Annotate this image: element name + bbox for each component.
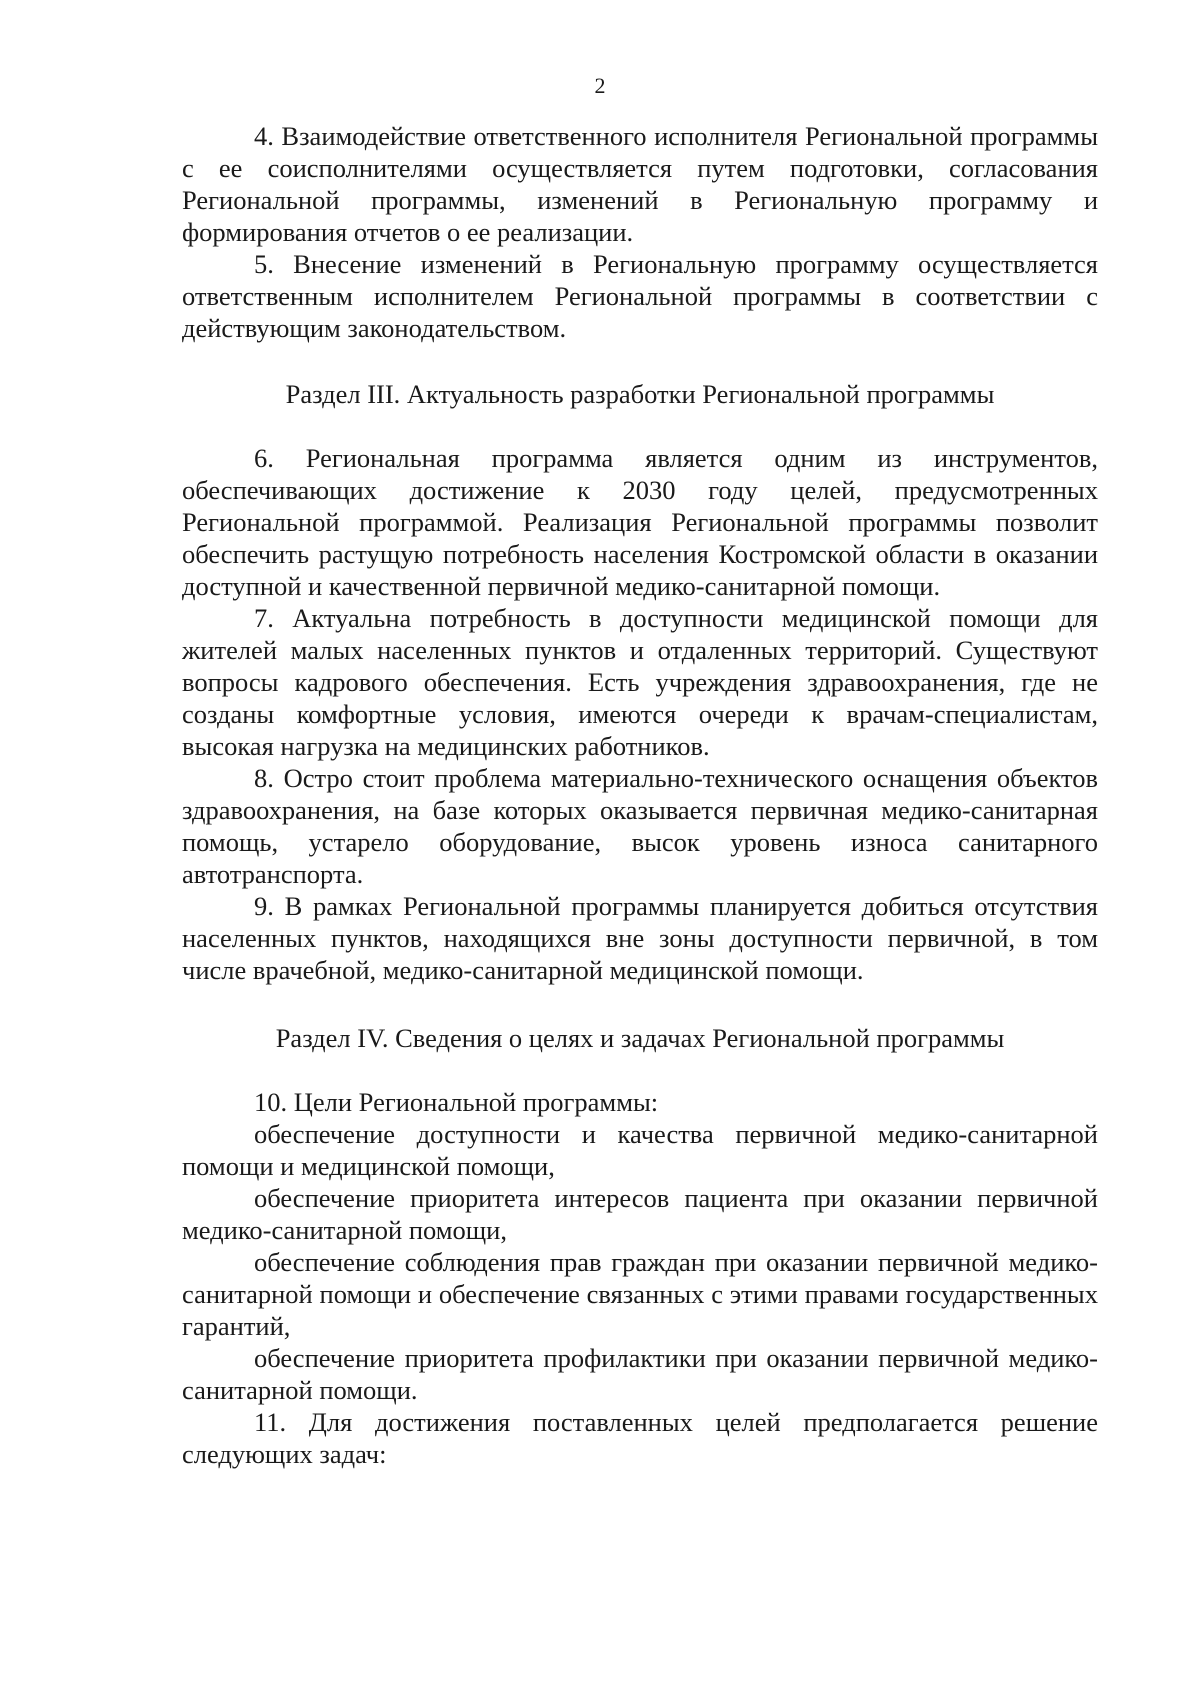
goal-item-2: обеспечение приоритета интересов пациента при оказании первичной медико-санитарной помощи, <box>182 1183 1098 1245</box>
paragraph-4: 4. Взаимодействие ответственного исполнителя Региональной программы с ее соисполнителями осуществляется путем подготовки, согласования Региональной программы, изменений в Региональную программу и формирования отчетов о ее реализации. <box>182 121 1098 247</box>
goal-item-1: обеспечение доступности и качества первичной медико-санитарной помощи и медицинской помощи, <box>182 1119 1098 1181</box>
paragraph-6: 6. Региональная программа является одним из инструментов, обеспечивающих достижение к 2030 году целей, предусмотренных Региональной программой. Реализация Региональной программы позволит обеспечить растущую потребность населения Костромской области в оказании доступной и качественной первичной медико-санитарной помощи. <box>182 443 1098 601</box>
paragraph-8: 8. Остро стоит проблема материально-технического оснащения объектов здравоохранения, на базе которых оказывается первичная медико-санитарная помощь, устарело оборудование, высок уровень износа санитарного автотранспорта. <box>182 763 1098 889</box>
paragraph-11: 11. Для достижения поставленных целей предполагается решение следующих задач: <box>182 1407 1098 1469</box>
paragraph-10: 10. Цели Региональной программы: <box>254 1087 659 1117</box>
section-heading-4: Раздел IV. Сведения о целях и задачах Региональной программы <box>275 1023 1005 1053</box>
section-heading-3: Раздел III. Актуальность разработки Региональной программы <box>285 379 995 409</box>
goal-item-4: обеспечение приоритета профилактики при оказании первичной медико-санитарной помощи. <box>182 1343 1098 1405</box>
paragraph-9: 9. В рамках Региональной программы планируется добиться отсутствия населенных пунктов, находящихся вне зоны доступности первичной, в том числе врачебной, медико-санитарной медицинской помощи. <box>182 891 1098 985</box>
document-body <box>182 120 1098 1470</box>
paragraph-5: 5. Внесение изменений в Региональную программу осуществляется ответственным исполнителем Региональной программы в соответствии с действующим законодательством. <box>182 249 1098 343</box>
paragraph-7: 7. Актуальна потребность в доступности медицинской помощи для жителей малых населенных пунктов и отдаленных территорий. Существуют вопросы кадрового обеспечения. Есть учреждения здравоохранения, где не созданы комфортные условия, имеются очереди к врачам-специалистам, высокая нагрузка на медицинских работников. <box>182 603 1098 761</box>
page-number: 2 <box>594 73 606 98</box>
goal-item-3: обеспечение соблюдения прав граждан при оказании первичной медико-санитарной помощи и обеспечение связанных с этими правами государственных гарантий, <box>182 1247 1098 1341</box>
